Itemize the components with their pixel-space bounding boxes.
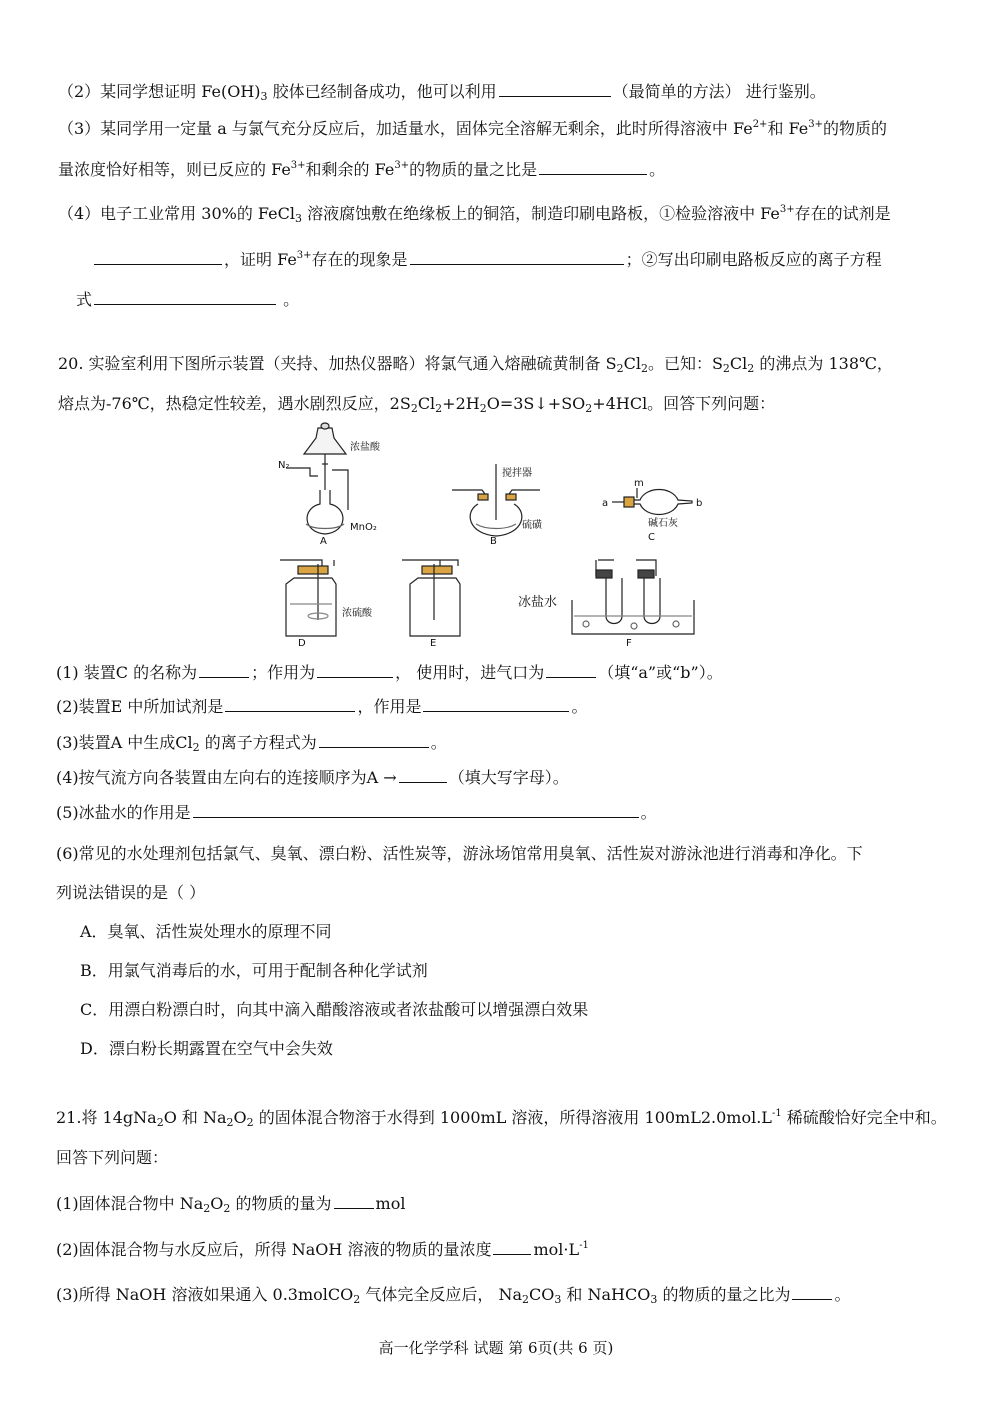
figure-label-f: F [626, 638, 632, 648]
q20-sub6-line2: 列说法错误的是（ ） [56, 883, 206, 902]
answer-blank[interactable] [317, 661, 393, 678]
figure-label-m: m [634, 478, 644, 489]
q21-sub3: (3)所得 NaOH 溶液如果通入 0.3molCO$_2$ 气体完全反应后， $Na_2CO_3$ 和 NaHCO$_3$ 的物质的量之比为 。 [56, 1285, 851, 1306]
apparatus-f [572, 560, 694, 634]
q20-sub6-line1: (6)常见的水处理剂包括氯气、臭氧、漂白粉、活性炭等，游泳场馆常用臭氧、活性炭对游泳池进行消毒和净化。下 [56, 844, 863, 863]
q20-intro-line1: 20. 实验室利用下图所示装置（夹持、加热仪器略）将氯气通入熔融硫黄制备 $S_2Cl_2$。已知：$S_2Cl_2$ 的沸点为 138℃， [58, 354, 893, 375]
answer-blank[interactable] [199, 661, 249, 678]
q21-intro-line1: 21.将 14gNa$_2$O 和 $Na_2O_2$ 的固体混合物溶于水得到 1000mL 溶液，所得溶液用 $100mL2.0mol.L^{-1}$ 稀硫酸恰好完全中和。 [56, 1108, 947, 1129]
answer-blank[interactable] [94, 248, 222, 265]
apparatus-e [402, 560, 460, 636]
answer-blank[interactable] [193, 801, 639, 818]
answer-blank[interactable] [399, 766, 447, 783]
q19-part3-line2: 量浓度恰好相等，则已反应的 $Fe^{3+}$和剩余的 $Fe^{3+}$的物质的量之比是 。 [58, 160, 666, 179]
answer-blank[interactable] [334, 1192, 374, 1209]
q19-part3-line1: （3）某同学用一定量 a 与氯气充分反应后，加适量水，固体完全溶解无剩余，此时所得溶液中 $Fe^{2+}$和 $Fe^{3+}$的物质的 [58, 119, 887, 138]
answer-blank[interactable] [225, 695, 355, 712]
figure-label-a: A [320, 536, 327, 547]
q21-sub2: (2)固体混合物与水反应后，所得 NaOH 溶液的物质的量浓度 $mol\cdot L^{-1}$ [56, 1240, 589, 1259]
q20-sub1: (1) 装置C 的名称为 ；作用为 ， 使用时，进气口为 （填“a”或“b”）。 [56, 663, 723, 682]
q19-part4-line3: 式 。 [76, 290, 300, 309]
figure-label-outlet-b: b [696, 498, 703, 509]
q20-sub4: (4)按气流方向各装置由左向右的连接顺序为A → （填大写字母）。 [56, 768, 569, 787]
q19-part4-line1: （4）电子工业常用 30%的 FeCl$_3$ 溶液腐蚀敷在绝缘板上的铜箔，制造印刷电路板，①检验溶液中 $Fe^{3+}$存在的试剂是 [58, 204, 891, 225]
answer-blank[interactable] [319, 731, 429, 748]
page-footer: 高一化学学科 试题 第 6页(共 6 页) [378, 1339, 614, 1357]
answer-blank[interactable] [493, 1238, 531, 1255]
answer-blank[interactable] [546, 661, 596, 678]
q20-sub5: (5)冰盐水的作用是 。 [56, 803, 657, 822]
answer-blank[interactable] [499, 80, 611, 97]
figure-label-n2: N₂ [278, 460, 290, 471]
figure-label-b: B [490, 536, 497, 547]
figure-label-sulfur: 硫磺 [522, 520, 542, 531]
q20-option-d[interactable]: D．漂白粉长期露置在空气中会失效 [80, 1039, 333, 1058]
figure-label-h2so4: 浓硫酸 [342, 608, 372, 619]
figure-label-inlet-a: a [602, 498, 609, 509]
figure-label-soda-lime: 碱石灰 [648, 518, 678, 529]
q21-intro-line2: 回答下列问题： [56, 1148, 169, 1167]
figure-label-c: C [648, 532, 655, 543]
apparatus-c [612, 488, 692, 515]
apparatus-diagram [262, 420, 722, 648]
q20-option-a[interactable]: A．臭氧、活性炭处理水的原理不同 [80, 922, 332, 941]
q20-option-c[interactable]: C．用漂白粉漂白时，向其中滴入醋酸溶液或者浓盐酸可以增强漂白效果 [80, 1000, 589, 1019]
q21-sub1: (1)固体混合物中 $Na_2O_2$ 的物质的量为 mol [56, 1194, 406, 1215]
apparatus-a [286, 423, 348, 534]
figure-label-ice-water: 冰盐水 [518, 595, 558, 610]
q20-intro-line2: 熔点为-76℃，热稳定性较差，遇水剧烈反应，$2S_2Cl_2+2H_2O=3S↓+SO_2+4HCl$。回答下列问题： [58, 394, 776, 415]
q20-sub3: (3)装置A 中生成$Cl_2$ 的离子方程式为 。 [56, 733, 447, 754]
answer-blank[interactable] [410, 248, 624, 265]
q19-part2: （2）某同学想证明 $Fe(OH)_3$ 胶体已经制备成功，他可以利用 （最简单的方法） 进行鉴别。 [58, 82, 826, 103]
answer-blank[interactable] [423, 695, 569, 712]
q20-option-b[interactable]: B．用氯气消毒后的水，可用于配制各种化学试剂 [80, 961, 428, 980]
q20-sub2: (2)装置E 中所加试剂是 ，作用是 。 [56, 697, 588, 716]
q19-part4-line2: ，证明 $Fe^{3+}$存在的现象是 ；②写出印刷电路板反应的离子方程 [92, 248, 942, 271]
figure-label-e: E [430, 638, 437, 648]
answer-blank[interactable] [539, 158, 647, 175]
figure-label-stirrer: 搅拌器 [502, 468, 532, 479]
figure-label-d: D [298, 638, 306, 648]
answer-blank[interactable] [94, 288, 276, 305]
figure-label-acid: 浓盐酸 [350, 442, 380, 453]
answer-blank[interactable] [792, 1283, 832, 1300]
figure-label-mno2: MnO₂ [350, 522, 377, 533]
apparatus-d [280, 560, 336, 636]
